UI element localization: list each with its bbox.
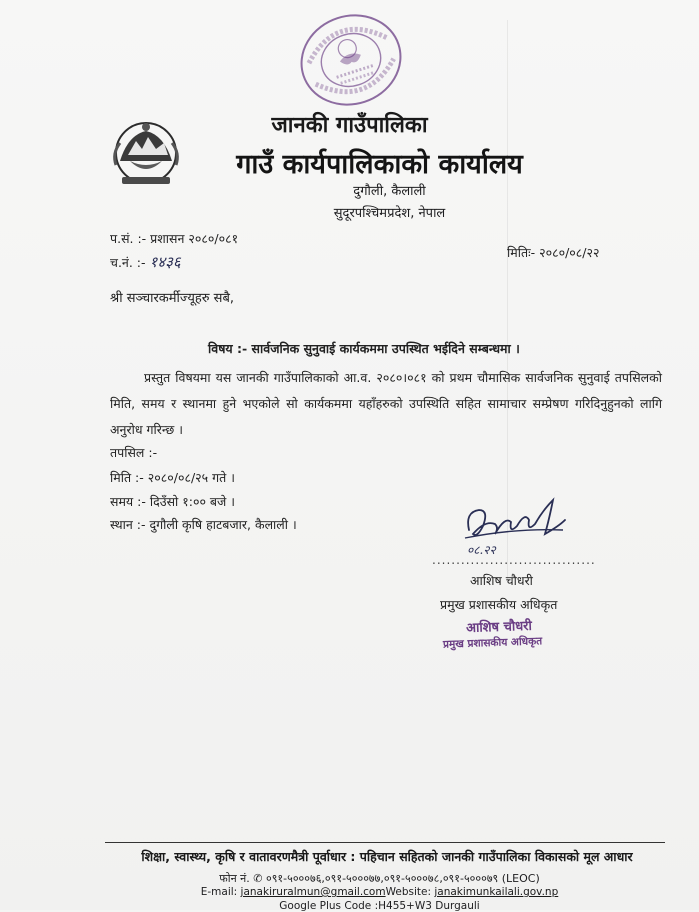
office-title: गाउँ कार्यपालिकाको कार्यालय	[236, 149, 523, 180]
address-line-2: सुदूरपश्चिमप्रदेश, नेपाल	[333, 206, 446, 221]
signatory-name: आशिष चौधरी	[470, 573, 533, 588]
municipality-name: जानकी गाउँपालिका	[271, 113, 428, 138]
footer-contact	[0, 886, 699, 898]
stamp-signatory-designation: प्रमुख प्रशासकीय अधिकृत	[442, 635, 543, 651]
handwritten-signature	[455, 490, 575, 560]
detail-time: समय :- दिउँसो १:०० बजे ।	[110, 494, 236, 509]
footer-plus-code: Google Plus Code :H455+W3 Durgauli	[279, 900, 480, 912]
subject-line: विषय :- सार्वजनिक सुनुवाई कार्यकममा उपस्थित भईदिने सम्बन्धमा ।	[208, 341, 520, 356]
stamp-signatory-name: आशिष चौधरी	[465, 618, 533, 637]
footer-phone: फोन नं. ✆ ०९१-५०००७६,०९१-५०००७७,०९१-५०००७८,०९१-५०००७९ (LEOC)	[219, 872, 540, 885]
signature-dotted-line: ..................................	[432, 553, 596, 567]
website-link[interactable]: janakimunkailali.gov.np	[434, 886, 559, 898]
office-seal-top	[296, 10, 406, 110]
signatory-designation: प्रमुख प्रशासकीय अधिकृत	[440, 597, 558, 612]
email-label: E-mail:	[200, 886, 238, 898]
dispatch-number	[110, 252, 181, 272]
letter-date: मितिः- २०८०/०८/२२	[507, 245, 600, 260]
email-link[interactable]: janakiruralmun@gmail.com	[240, 886, 386, 898]
detail-date: मिति :- २०८०/०८/२५ गते ।	[110, 470, 236, 485]
body-paragraph: प्रस्तुत विषयमा यस जानकी गाउँपालिकाको आ.व. २०८०।०८१ को प्रथम चौमासिक सार्वजनिक सुनुवाई तपसिलको मिति, समय र स्थानमा हुने भएकोले सो कार्यकममा यहाँहरुको उपस्थिति सहित सामाचार सम्प्रेषण गरिदिनुहुनको लागि अनुरोध गरिन्छ ।	[110, 370, 662, 437]
footer-tagline: शिक्षा, स्वास्थ्य, कृषि र वातावरणमैत्री पूर्वाधार : पहिचान सहितको जानकी गाउँपालिका विकासको मूल आधार	[141, 849, 633, 864]
website-label: Website:	[385, 886, 431, 898]
detail-place: स्थान :- दुगौली कृषि हाटबजार, कैलाली ।	[110, 517, 297, 532]
details-heading: तपसिल :-	[110, 445, 158, 460]
dispatch-number-label: च.नं. :-	[110, 255, 146, 270]
salutation: श्री सञ्चारकर्मीज्यूहरु सबै,	[110, 291, 235, 306]
address-line-1: दुगौली, कैलाली	[353, 184, 426, 199]
footer-divider	[105, 842, 665, 843]
dispatch-number-handwritten: १४३६	[149, 253, 181, 271]
reference-number: प.सं. :- प्रशासन २०८०/०८१	[110, 231, 239, 246]
svg-text:०८.२२: ०८.२२	[467, 543, 496, 557]
